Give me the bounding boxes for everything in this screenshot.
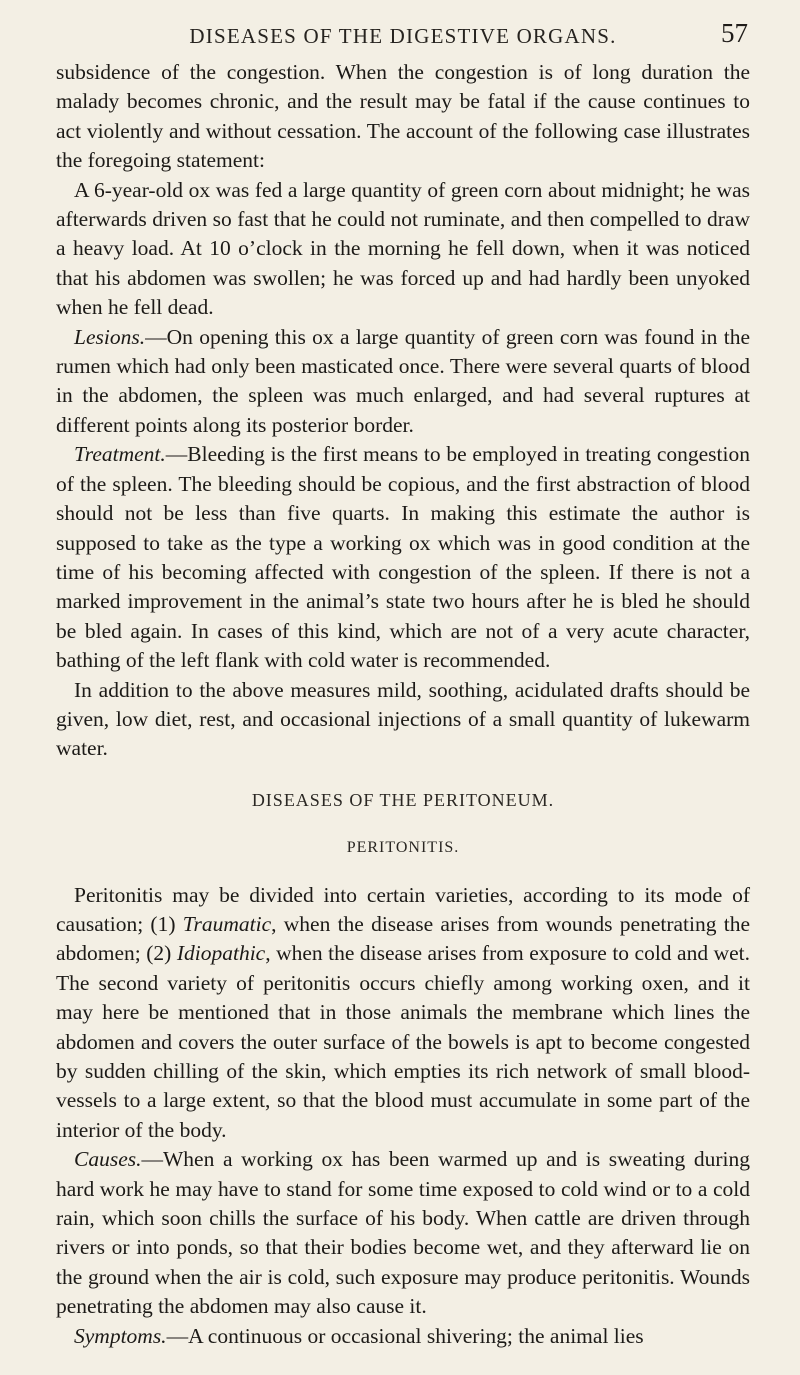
intro-text-b: , when the disease arises from wounds penetrating the abdomen; (2) <box>56 911 750 966</box>
paragraph-lesions <box>56 323 750 441</box>
running-head <box>56 10 750 46</box>
paragraph-text: subsidence of the congestion. When the congestion is of long duration the malady becomes chronic, and the result may be fatal if the cause continues to act violently and without cessation. The account of the following case illustrates the foregoing statement: <box>56 60 750 173</box>
paragraph-additional-measures <box>56 676 750 764</box>
paragraph-treatment <box>56 440 750 675</box>
paragraph-text: In addition to the above measures mild, soothing, acidulated drafts should be given, low diet, rest, and occasional injections of a small quantity of lukewarm water. <box>56 677 750 761</box>
idiopathic-term: Idiopathic <box>176 941 266 966</box>
causes-label: Causes. <box>74 1147 142 1172</box>
lesions-text: —On opening this ox a large quantity of green corn was found in the rumen which had only been masticated once. There were several quarts of blood in the abdomen, the spleen was much enlarged, and had several ruptures at different points along its posterior border. <box>56 324 750 437</box>
treatment-text: —Bleeding is the first means to be employed in treating congestion of the spleen. The bleeding should be copious, and the first abstraction of blood should not be less than five quarts. In making this estimate the author is supposed to take as the type a working ox which was in good condition at the time of his becoming affected with congestion of the spleen. If there is not a marked improvement in the animal’s state two hours after he is bled he should be bled again. In cases of this kind, which are not of a very acute character, bathing of the left flank with cold water is recommended. <box>56 442 750 673</box>
running-title: DISEASES OF THE DIGESTIVE ORGANS. <box>189 24 617 48</box>
treatment-label: Treatment. <box>74 442 166 467</box>
page-number: 57 <box>721 18 748 48</box>
paragraph-peritonitis-intro <box>56 881 750 1146</box>
lesions-label: Lesions. <box>74 324 146 349</box>
symptoms-label: Symptoms. <box>74 1323 167 1348</box>
paragraph-text: A 6-year-old ox was fed a large quantity of green corn about midnight; he was afterwards driven so fast that he could not ruminate, and then compelled to draw a heavy load. At 10 o’clock in the morning he fell down, when it was noticed that his abdomen was swollen; he was forced up and had hardly been unyoked when he fell dead. <box>56 177 750 320</box>
intro-text-a: Peritonitis may be divided into certain varieties, according to its mode of causation; (1) <box>56 882 750 936</box>
causes-text: —When a working ox has been warmed up and is sweating during hard work he may have to stand for some time exposed to cold wind or to a cold rain, which soon chills the surface of his body. When cattle are driven through rivers or into ponds, so that their bodies become wet, and they afterward lie on the ground when the air is cold, such exposure may produce peritonitis. Wounds penetrating the abdomen may also cause it. <box>56 1147 750 1319</box>
sub-heading: PERITONITIS. <box>346 839 460 857</box>
intro-text-c: , when the disease arises from exposure to cold and wet. The second variety of peritonitis occurs chiefly among working oxen, and it may here be mentioned that in those animals the membrane which lines the abdomen and covers the outer surface of the bowels is apt to become congested by sudden chilling of the skin, which empties its rich network of small blood-vessels to a large extent, so that the blood must accumulate in some part of the interior of the body. <box>56 941 750 1142</box>
paragraph-symptoms <box>56 1322 750 1351</box>
body-text <box>56 58 750 1351</box>
traumatic-term: Traumatic <box>182 911 272 936</box>
paragraph-continuation <box>56 58 750 176</box>
symptoms-text: —A continuous or occasional shivering; the animal lies <box>166 1323 644 1348</box>
section-heading: DISEASES OF THE PERITONEUM. <box>251 789 555 810</box>
paragraph-causes <box>56 1145 750 1321</box>
paragraph-case-history <box>56 176 750 323</box>
